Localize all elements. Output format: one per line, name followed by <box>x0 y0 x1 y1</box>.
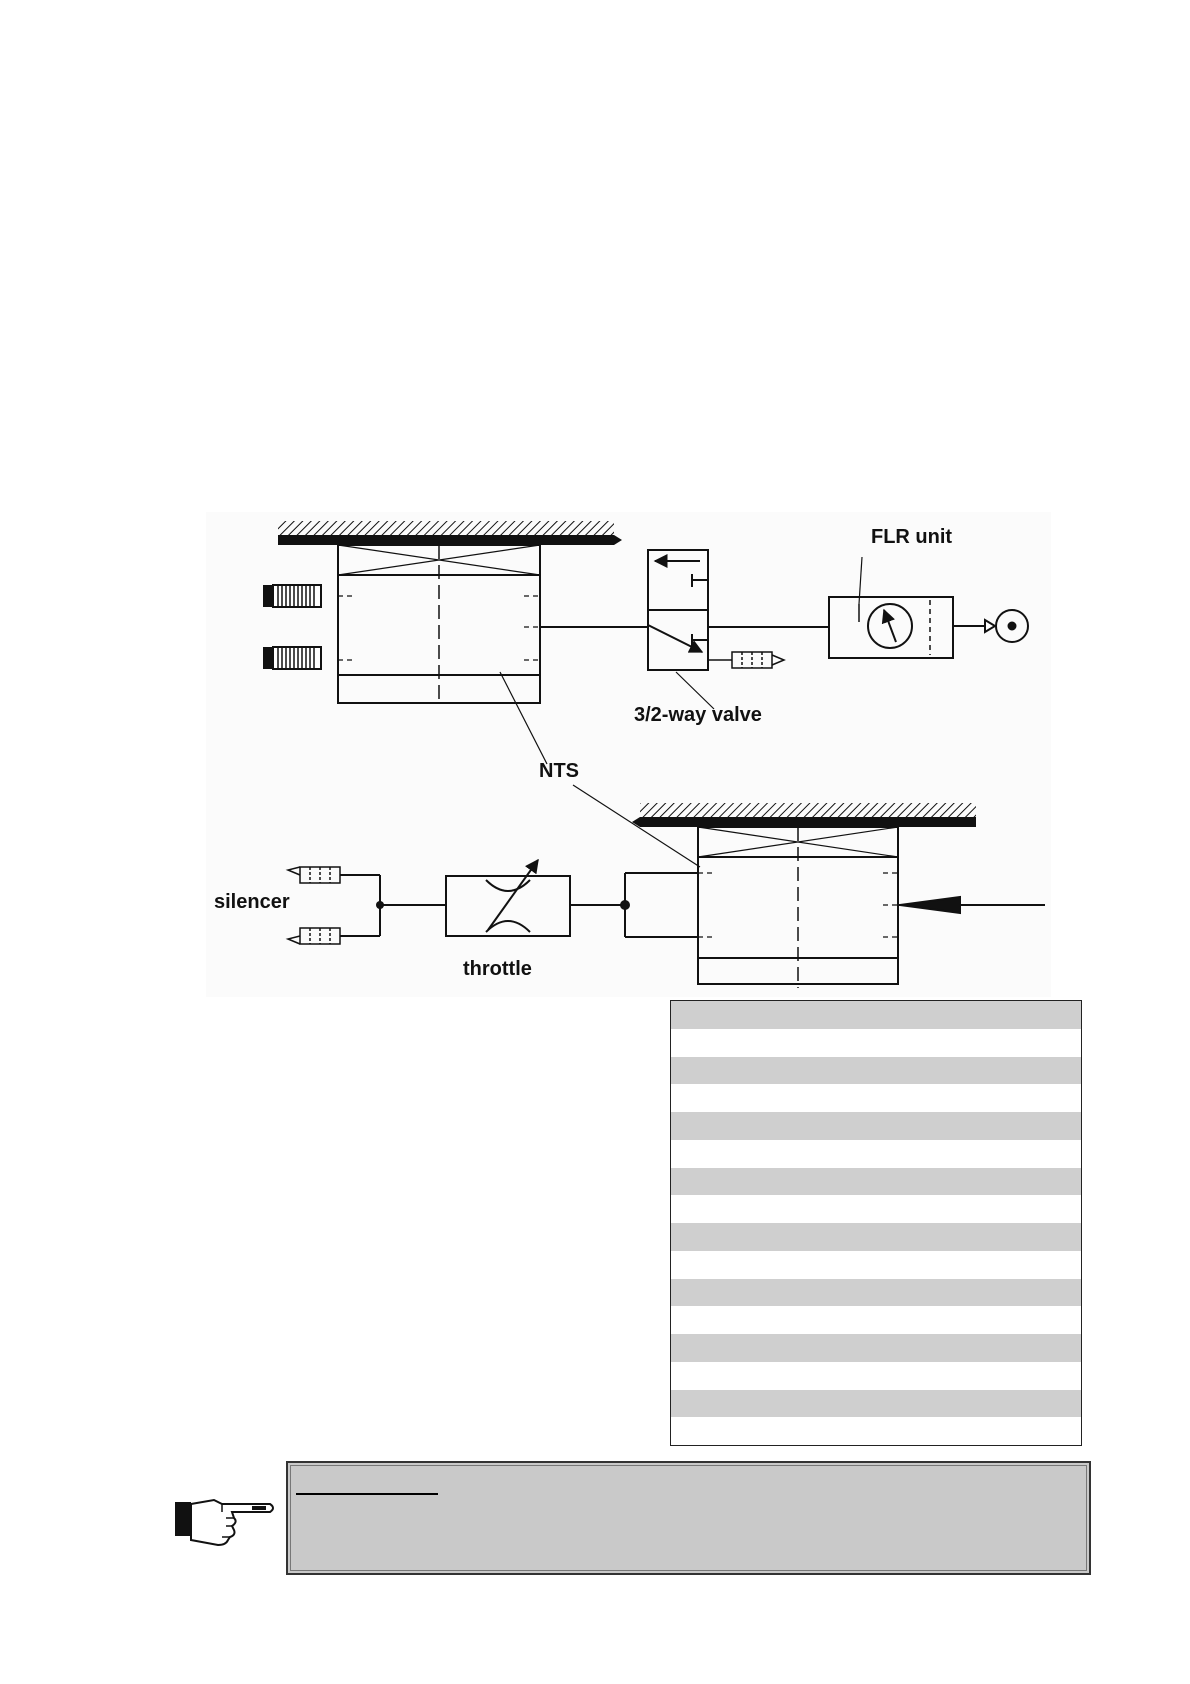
note-heading <box>296 1471 438 1495</box>
label-valve: 3/2-way valve <box>634 704 762 726</box>
pointing-hand-icon <box>172 1492 278 1548</box>
note-text <box>296 1508 1079 1548</box>
diagram-background <box>206 512 1051 997</box>
table-row <box>671 1279 1081 1307</box>
junction-dot <box>620 900 630 910</box>
table-row <box>671 1029 1081 1057</box>
label-flr-unit: FLR unit <box>871 526 953 548</box>
table-row <box>671 1417 1081 1445</box>
parts-table <box>670 1000 1082 1446</box>
label-throttle: throttle <box>463 958 532 980</box>
table-row <box>671 1001 1081 1029</box>
table-row <box>671 1390 1081 1418</box>
note-box <box>286 1461 1091 1575</box>
table-row <box>671 1084 1081 1112</box>
table-row <box>671 1057 1081 1085</box>
junction-dot <box>376 901 384 909</box>
sensor-2 <box>263 647 321 669</box>
label-nts: NTS <box>539 760 579 782</box>
sensor-1 <box>263 585 321 607</box>
table-row <box>671 1306 1081 1334</box>
table-row <box>671 1168 1081 1196</box>
table-row <box>671 1362 1081 1390</box>
table-row <box>671 1140 1081 1168</box>
upper-mount-plate <box>278 521 622 545</box>
table-row <box>671 1195 1081 1223</box>
table-row <box>671 1251 1081 1279</box>
table-row <box>671 1223 1081 1251</box>
label-silencer: silencer <box>214 891 290 913</box>
lower-mount-plate <box>632 803 976 827</box>
table-row <box>671 1334 1081 1362</box>
table-row <box>671 1112 1081 1140</box>
